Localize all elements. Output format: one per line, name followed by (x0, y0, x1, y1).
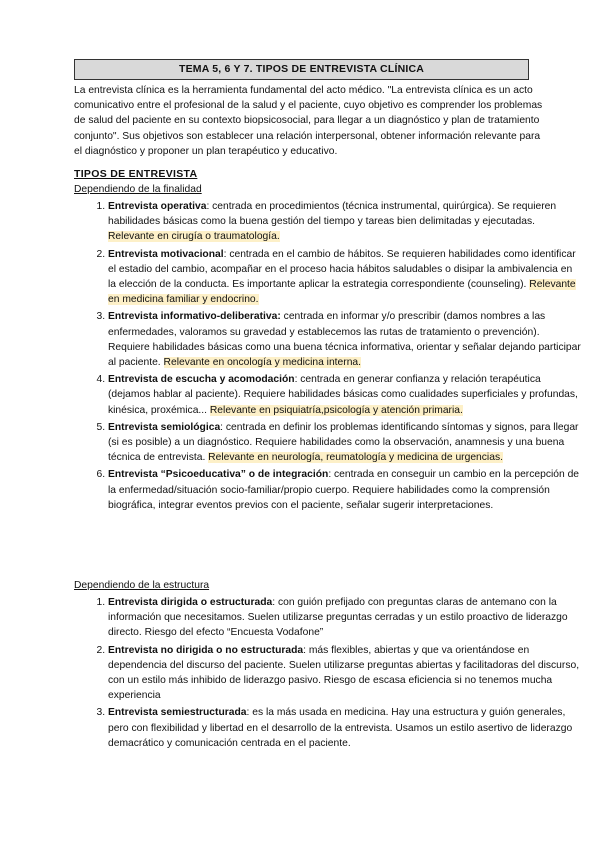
item-text: : centrada en generar confianza y relación terapéutica (dejamos hablar al paciente). Requiere habilidades básicas como cualidades superficiales y profundas, kinésica, proxémica... (108, 374, 578, 416)
item-term: Entrevista semiestructurada (108, 707, 247, 719)
list-item (108, 247, 582, 308)
estructura-list (74, 595, 582, 753)
page-title: TEMA 5, 6 Y 7. TIPOS DE ENTREVISTA CLÍNICA (74, 59, 529, 80)
list-item (108, 372, 582, 418)
item-text: : centrada en definir los problemas identificando síntomas y signos, para llegar (si es posible) a un diagnóstico. Requiere habilidades como la observación, anamnesis y una buena técnica de entrevista. (108, 421, 579, 464)
list-item (108, 643, 582, 704)
item-highlight: Relevante en oncología y medicina interna. (163, 357, 362, 369)
item-term: Entrevista “Psicoeducativa” o de integración (108, 469, 329, 481)
finalidad-list (74, 199, 582, 515)
item-term: Entrevista operativa (108, 201, 207, 212)
item-term: Entrevista de escucha y acomodación (108, 374, 295, 386)
item-text: centrada en informar y/o prescribir (damos nombres a las enfermedades, valoramos su gravedad y establecemos las rutas de tratamiento o prevención). Requiere habilidades básicas como una buena técnica informativa, orientar y señalar dejando participar al paciente. (108, 311, 581, 369)
item-term: Entrevista informativo-deliberativa: (108, 311, 281, 323)
item-text: : es la más usada en medicina. Hay una estructura y guión generales, pero con flexibilidad y libertad en el desarrollo de la entrevista. Usamos un estilo asertivo de liderazgo demacrático y comunicación centrada en el paciente. (108, 707, 573, 749)
estructura-heading: Dependiendo de la estructura (74, 580, 210, 591)
item-term: Entrevista semiológica (108, 421, 221, 433)
item-highlight: Relevante en medicina familiar y endocrino. (108, 279, 576, 306)
intro-paragraph: La entrevista clínica es la herramienta fundamental del acto médico. "La entrevista clínica es un acto comunicativo entre el profesional de la salud y el paciente, cuyo objetivo es comprender los problemas de salud del paciente en su contexto biopsicosocial, para llegar a un diagnóstico y plan de tratamiento conjunto". Sus objetivos son establecer una relación interpersonal, obtener información relevante para el diagnóstico y proponer un plan terapéutico y educativo. (74, 85, 543, 157)
item-text: : centrada en procedimientos (técnica instrumental, quirúrgica). Se requieren habilidades básicas como la buena gestión del tiempo y tareas bien delimitadas y ejecutadas. (108, 201, 557, 228)
item-highlight: Relevante en psiquiatría,psicología y atención primaria. (209, 404, 463, 416)
list-item (108, 199, 582, 245)
item-text: : centrada en conseguir un cambio en la percepción de la enfermedad/situación socio-familiar/propio cuerpo. Requiere habilidades como la comprensión biográfica, integrar eventos previos con el paciente, señalar sugerir interpretaciones. (108, 469, 580, 511)
item-term: Entrevista motivacional (108, 248, 224, 260)
item-highlight: Relevante en neurología, reumatología y medicina de urgencias. (208, 452, 503, 464)
list-item (108, 595, 582, 641)
item-text: : centrada en el cambio de hábitos. Se requieren habilidades como identificar el estadio del cambio, acompañar en el proceso hacia hábitos saludables o disipar la ambivalencia en la elección de la conducta. Es importante aplicar la estrategia correspondiente (counseling). (108, 248, 576, 291)
list-item (108, 705, 582, 751)
item-text: : más flexibles, abiertas y que va orientándose en dependencia del discurso del paciente. Suelen utilizarse preguntas abiertas y facilitadoras del discurso, con un estilo más inhibido de liderazgo pasivo. Riesgo de escasa eficiencia si no tenemos mucha experiencia (108, 644, 580, 702)
item-highlight: Relevante en cirugía o traumatología. (108, 231, 280, 243)
list-item (108, 467, 582, 513)
list-item (108, 309, 582, 370)
item-term: Entrevista no dirigida o no estructurada (108, 644, 304, 656)
list-item (108, 420, 582, 466)
section-title: TIPOS DE ENTREVISTA (74, 168, 198, 180)
item-text: : con guión prefijado con preguntas claras de antemano con la información que necesitamos. Suelen utilizarse preguntas cerradas y un estilo proactivo de liderazgo directo. Riesgo del efecto “Encuesta Vodafone” (108, 597, 568, 639)
finalidad-heading: Dependiendo de la finalidad (74, 184, 202, 195)
item-term: Entrevista dirigida o estructurada (108, 597, 273, 608)
